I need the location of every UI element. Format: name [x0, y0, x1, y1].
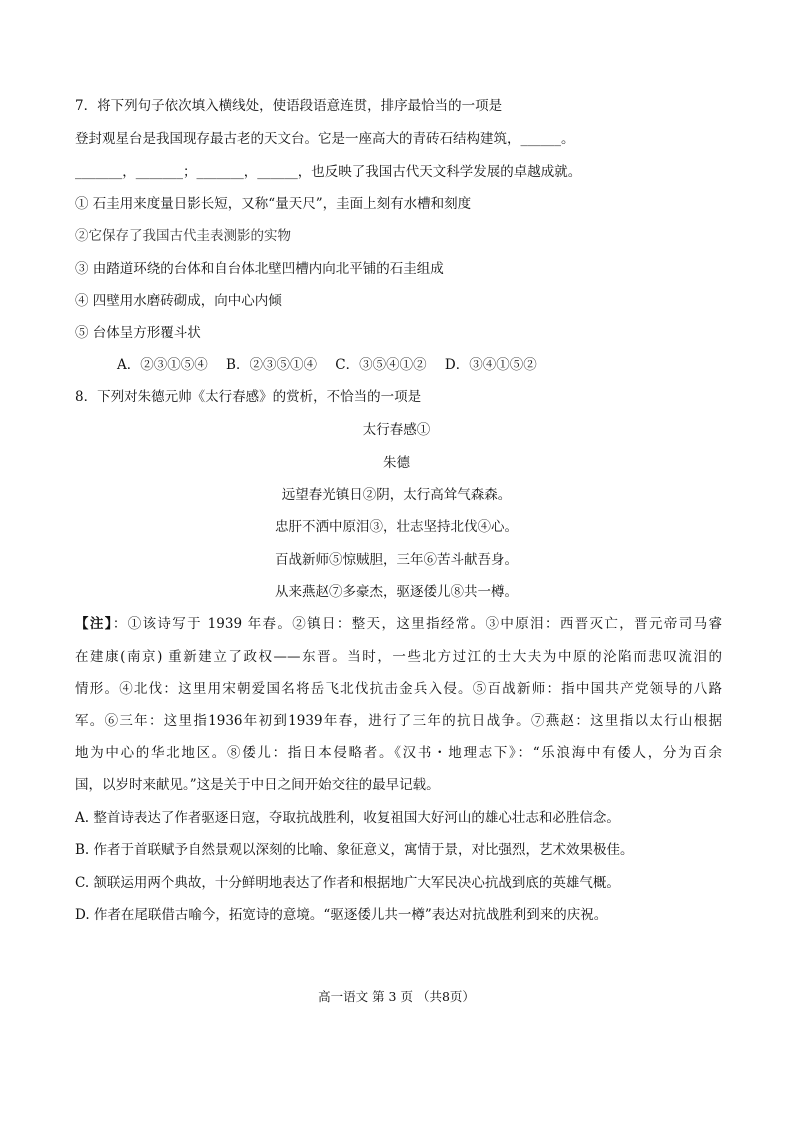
q7-option-b: B．②③⑤①④: [226, 357, 317, 373]
q8-choice-b: B. 作者于首联赋予自然景观以深刻的比喻、象征意义，寓情于景，对比强烈，艺术效果极佳。: [75, 842, 634, 858]
q7-option-d: D．③④①⑤②: [444, 357, 537, 373]
poem-line-2: 忠肝不洒中原泪③，壮志坚持北伐④心。: [275, 519, 518, 535]
q7-item-2: ②它保存了我国古代圭表测影的实物: [75, 228, 291, 244]
q7-passage-line-2: _______，_______；_______，______，也反映了我国古代天文科学发展的卓越成就。: [75, 164, 582, 180]
note-line-2: 在建康(南京) 重新建立了政权——东晋。当时，一些北方过江的士大夫为中原的沦陷而悲叹流泪的: [75, 649, 722, 665]
q7-item-5: ⑤ 台体呈方形覆斗状: [75, 325, 201, 341]
q8-choice-c: C. 颔联运用两个典故，十分鲜明地表达了作者和根据地广大军民决心抗战到底的英雄气概。: [75, 875, 620, 891]
note-line-5: 地为中心的华北地区。⑧倭儿：指日本侵略者。《汉书・地理志下》：“乐浪海中有倭人，分为百余: [75, 745, 722, 761]
page-footer: 高一语文 第 3 页 （共8页）: [318, 989, 475, 1004]
poem-line-1: 远望春光镇日②阴，太行高耸气森森。: [281, 487, 512, 503]
poem-author: 朱德: [383, 455, 410, 471]
poem-line-4: 从来燕赵⑦多豪杰，驱逐倭儿⑧共一樽。: [275, 584, 518, 600]
q7-passage-line-1: 登封观星台是我国现存最古老的天文台。它是一座高大的青砖石结构建筑，______。: [75, 131, 575, 147]
q7-options: [117, 355, 551, 375]
poem-title: 太行春感①: [362, 422, 431, 438]
note-line-3: 情形。④北伐：这里用宋朝爱国名将岳飞北伐抗击金兵入侵。⑤百战新师：指中国共产党领导的八路: [75, 681, 722, 697]
note-label: 【注】: [75, 616, 113, 632]
q7-option-c: C．③⑤④①②: [335, 357, 427, 373]
note-text-1: ：①该诗写于 1939 年春。②镇日：整天，这里指经常。③中原泪：西晋灭亡，晋元帝司马睿: [112, 616, 722, 632]
q7-option-a: A．②③①⑤④: [117, 357, 208, 373]
q8-stem: 8．下列对朱德元帅《太行春感》的赏析，不恰当的一项是: [75, 389, 422, 405]
q7-item-4: ④ 四壁用水磨砖砌成，向中心内倾: [75, 293, 282, 309]
note-line-1: [75, 614, 722, 634]
q7-stem: 7．将下列句子依次填入横线处，使语段语意连贯，排序最恰当的一项是: [75, 98, 503, 114]
note-line-6: 国，以岁时来献见。”这是关于中日之间开始交往的最早记载。: [75, 777, 440, 793]
q8-choice-a: A. 整首诗表达了作者驱逐日寇，夺取抗战胜利，收复祖国大好河山的雄心壮志和必胜信念。: [75, 810, 620, 826]
q7-item-3: ③ 由踏道环绕的台体和自台体北壁凹槽内向北平铺的石圭组成: [75, 261, 444, 277]
note-line-4: 军。⑥三年：这里指1936年初到1939年春，进行了三年的抗日战争。⑦燕赵：这里指以太行山根据: [75, 713, 722, 729]
poem-line-3: 百战新师⑤惊贼胆，三年⑥苦斗献吾身。: [275, 552, 518, 568]
q7-item-1: ① 石圭用来度量日影长短，又称“量天尺”，圭面上刻有水槽和刻度: [75, 196, 472, 212]
q8-choice-d: D. 作者在尾联借古喻今，拓宽诗的意境。“驱逐倭儿共一樽”表达对抗战胜利到来的庆祝。: [75, 907, 608, 923]
